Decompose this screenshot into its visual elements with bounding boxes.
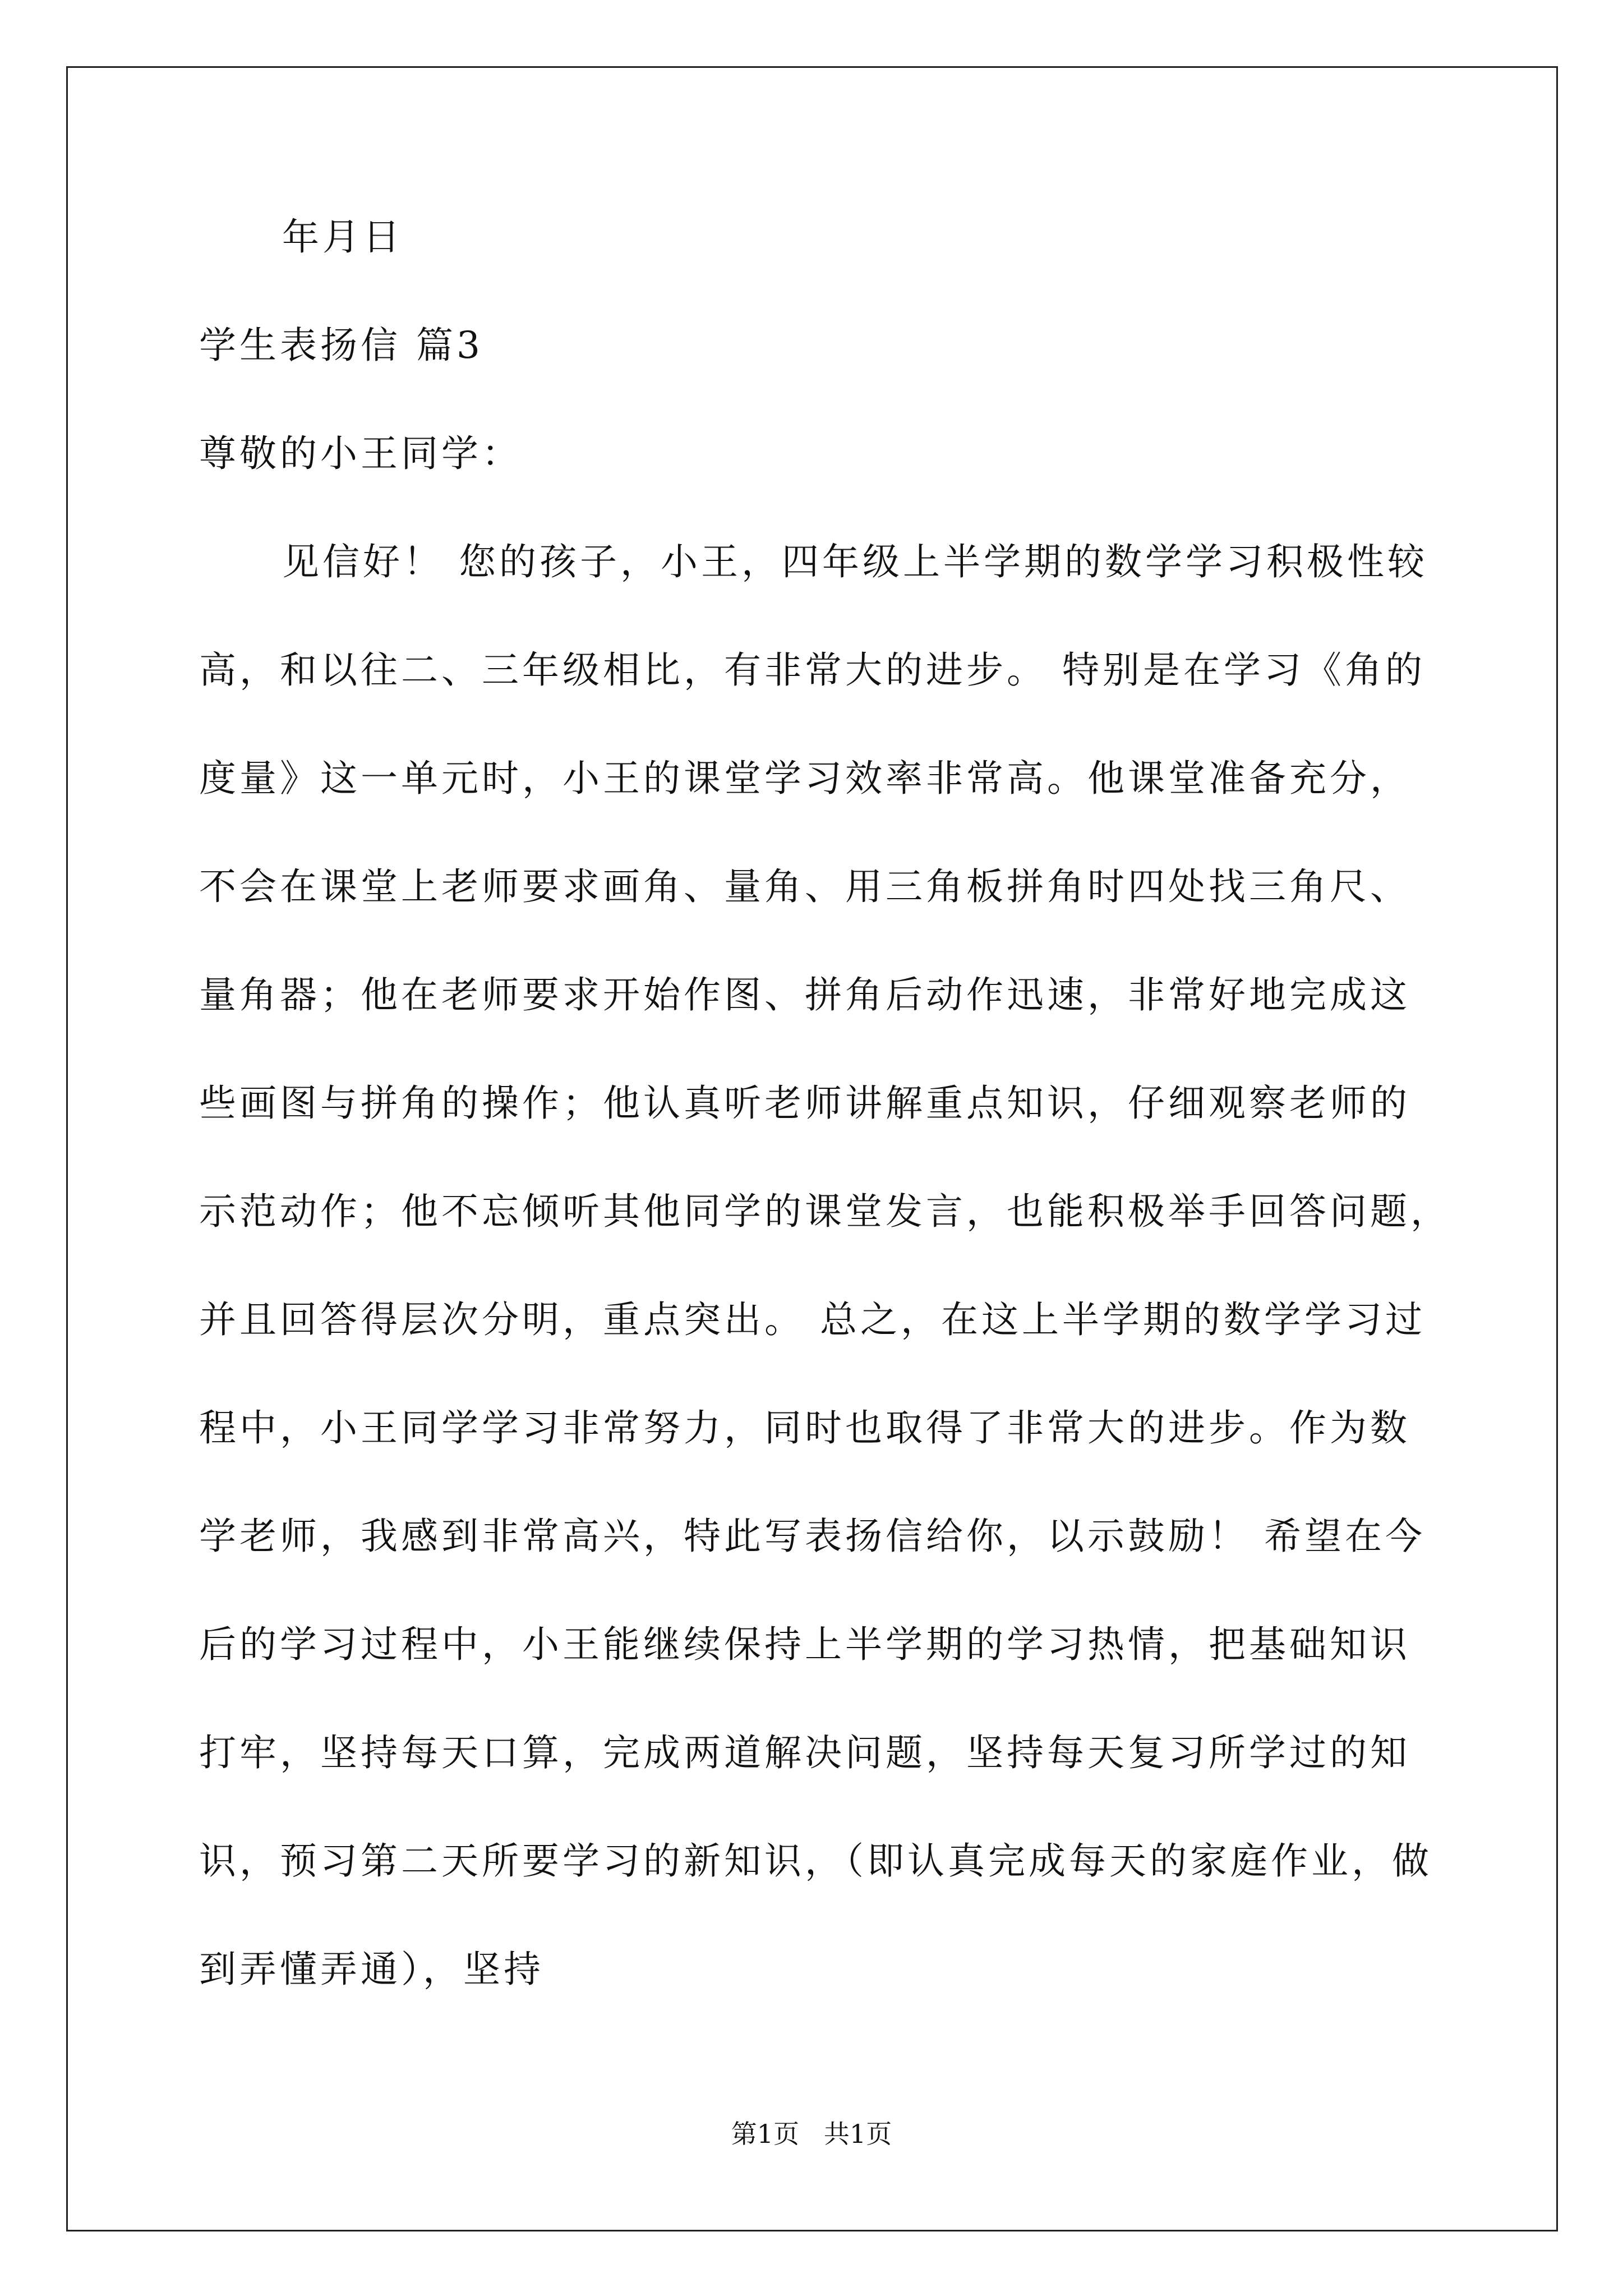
document-body [199,215,1455,2059]
letter-heading: 学生表扬信 篇3 [199,324,483,367]
body-line: 高，和以往二、三年级相比，有非常大的进步。 特别是在学习《角的 [199,648,1426,692]
body-line: 到弄懂弄通），坚持 [199,1948,544,1991]
body-line: 量角器；他在老师要求开始作图、拼角后动作迅速，非常好地完成这 [199,973,1410,1016]
body-line: 示范动作；他不忘倾听其他同学的课堂发言，也能积极举手回答问题， [199,1190,1451,1233]
body-line: 些画图与拼角的操作；他认真听老师讲解重点知识，仔细观察老师的 [199,1082,1410,1125]
body-line: 识，预习第二天所要学习的新知识，（即认真完成每天的家庭作业，做 [199,1839,1432,1883]
body-line: 不会在课堂上老师要求画角、量角、用三角板拼角时四处找三角尺、 [199,865,1410,908]
body-line: 程中，小王同学学习非常努力，同时也取得了非常大的进步。作为数 [199,1406,1410,1450]
page-footer: 第1页 共1页 [731,2119,892,2149]
salutation: 尊敬的小王同学： [199,432,522,475]
body-line: 学老师，我感到非常高兴，特此写表扬信给你，以示鼓励！ 希望在今 [199,1515,1426,1558]
body-line: 并且回答得层次分明，重点突出。 总之，在这上半学期的数学学习过 [199,1298,1426,1341]
body-line: 打牢，坚持每天口算，完成两道解决问题，坚持每天复习所学过的知 [199,1731,1410,1774]
body-line: 后的学习过程中，小王能继续保持上半学期的学习热情，把基础知识 [199,1623,1410,1666]
date-line: 年月日 [282,215,403,259]
body-line: 度量》这一单元时，小王的课堂学习效率非常高。他课堂准备充分， [199,757,1410,800]
body-line: 见信好！ 您的孩子，小王，四年级上半学期的数学学习积极性较 [282,540,1428,583]
